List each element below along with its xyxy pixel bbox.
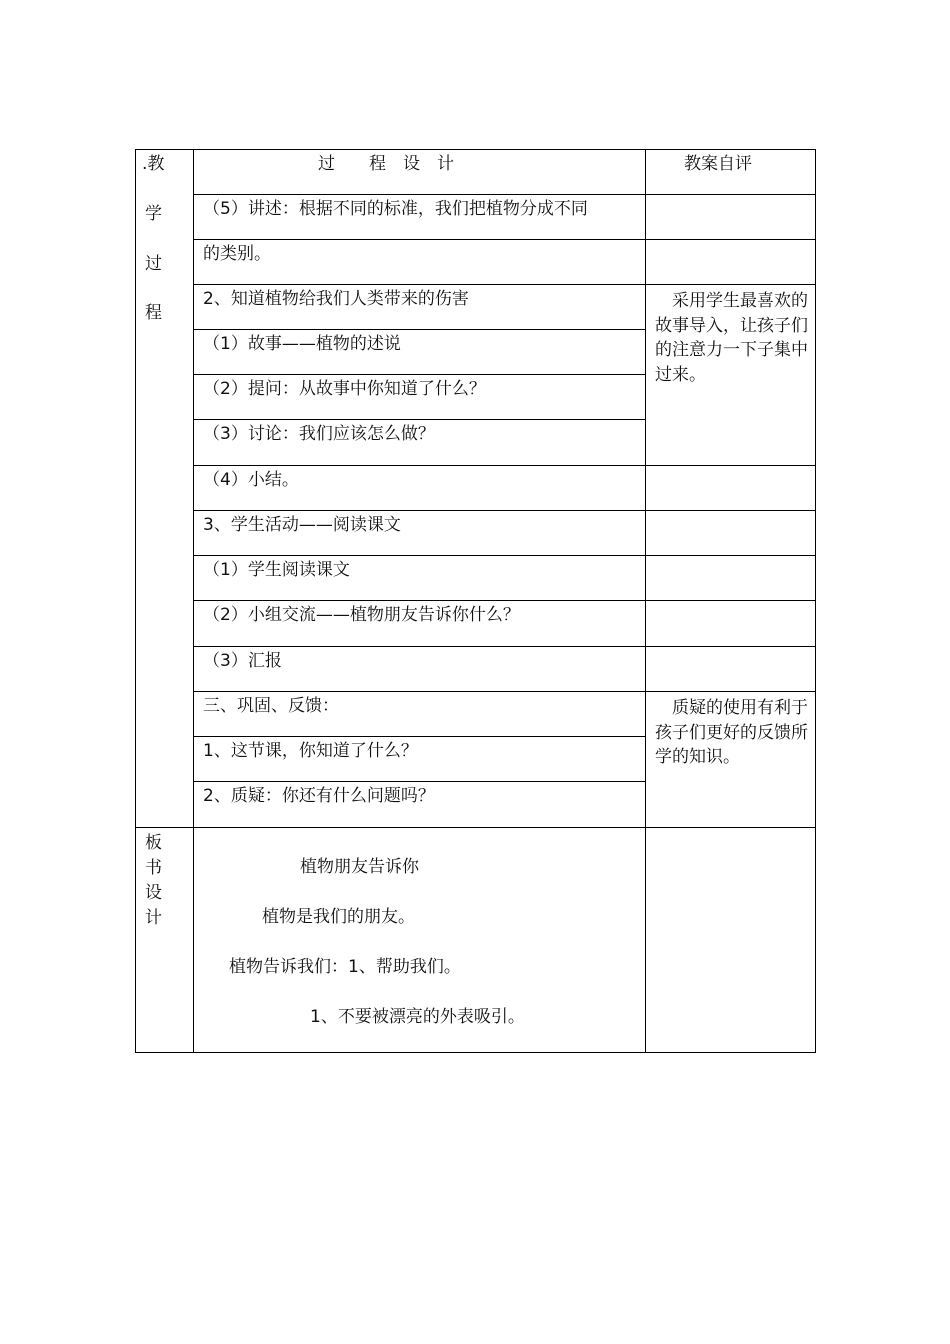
section-divider [135, 827, 816, 828]
side-label-char: 程 [145, 303, 162, 323]
process-row: （2）小组交流——植物朋友告诉你什么？ [203, 605, 520, 625]
board-label-char: 设 [145, 883, 162, 903]
side-label-char: .教 [142, 154, 165, 174]
process-row: 1、这节课，你知道了什么？ [203, 741, 418, 761]
row-line [193, 510, 646, 511]
table-border-bottom [135, 1052, 816, 1053]
side-label-char: 学 [145, 204, 162, 224]
board-line: 1、不要被漂亮的外表吸引。 [310, 1007, 525, 1027]
review-comment: 采用学生最喜欢的故事导入，让孩子们的注意力一下子集中过来。 [655, 291, 808, 385]
process-row: （1）故事——植物的述说 [203, 334, 401, 354]
row-line [193, 555, 646, 556]
process-row: （1）学生阅读课文 [203, 560, 350, 580]
process-row: （4）小结。 [203, 470, 299, 490]
process-row: （2）提问：从故事中你知道了什么？ [203, 379, 486, 399]
process-row: 的类别。 [203, 244, 271, 264]
row-line [193, 329, 646, 330]
review-row-line [645, 465, 816, 466]
review-row-line [645, 555, 816, 556]
board-line: 植物告诉我们：1、帮助我们。 [229, 957, 461, 977]
header-self-review: 教案自评 [684, 154, 752, 174]
row-line [193, 374, 646, 375]
row-line [193, 419, 646, 420]
board-label-char: 计 [145, 908, 162, 928]
review-row-line [645, 284, 816, 285]
review-row-line [645, 194, 816, 195]
board-label-char: 板 [145, 833, 162, 853]
process-row: （5）讲述：根据不同的标准，我们把植物分成不同 [203, 199, 588, 219]
review-comment: 质疑的使用有利于孩子们更好的反馈所学的知识。 [655, 698, 808, 767]
table-border-left [135, 149, 136, 1053]
review-row-line [645, 510, 816, 511]
process-row: 3、学生活动——阅读课文 [203, 515, 401, 535]
process-row: 2、知道植物给我们人类带来的伤害 [203, 289, 469, 309]
board-line: 植物是我们的朋友。 [262, 907, 415, 927]
row-line [193, 736, 646, 737]
process-row: （3）讨论：我们应该怎么做？ [203, 424, 435, 444]
review-row-line [645, 239, 816, 240]
row-line [193, 239, 646, 240]
process-row: 2、质疑：你还有什么问题吗？ [203, 786, 435, 806]
board-label-char: 书 [145, 858, 162, 878]
process-row: 三、巩固、反馈： [203, 696, 339, 716]
row-line [193, 600, 646, 601]
board-title: 植物朋友告诉你 [300, 857, 419, 877]
header-process-design: 过 程 设 计 [318, 154, 454, 174]
table-border-top [135, 149, 816, 150]
review-row-line [645, 646, 816, 647]
process-row: （3）汇报 [203, 651, 282, 671]
row-line [193, 646, 646, 647]
row-line [193, 194, 646, 195]
row-line [193, 465, 646, 466]
row-line [193, 781, 646, 782]
review-row-line [645, 600, 816, 601]
row-line [193, 691, 646, 692]
review-row-line [645, 691, 816, 692]
side-label-char: 过 [145, 254, 162, 274]
row-line [193, 284, 646, 285]
